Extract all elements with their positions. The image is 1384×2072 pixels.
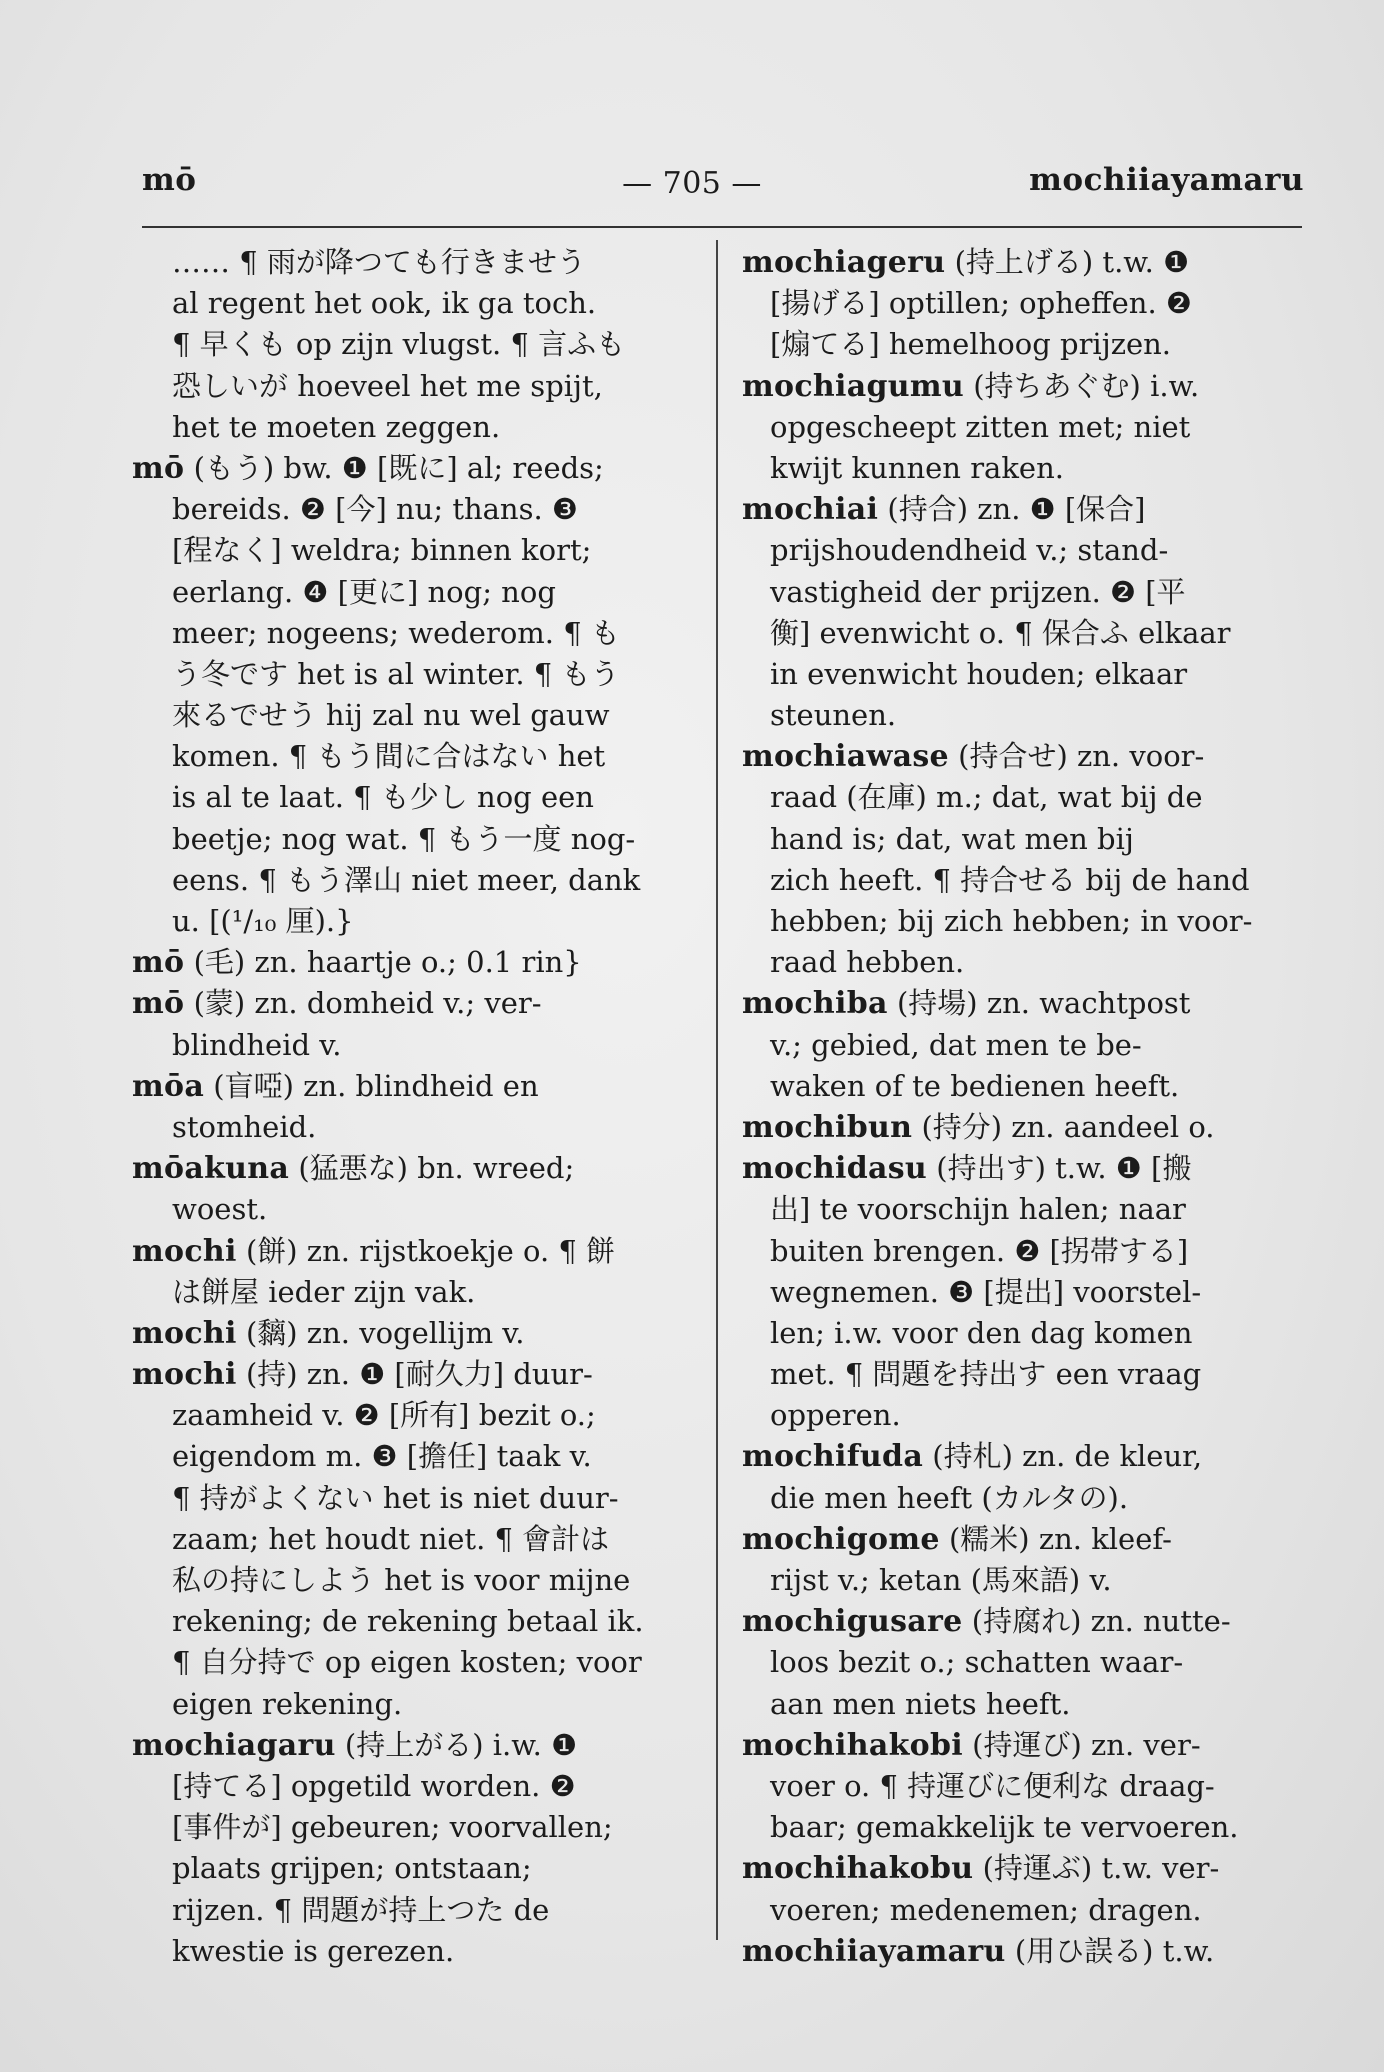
dictionary-line: mochiagumu (持ちあぐむ) i.w. xyxy=(742,368,1200,404)
dictionary-line: は餅屋 ieder zijn vak. xyxy=(172,1274,476,1309)
dictionary-line: opgescheept zitten met; niet xyxy=(770,409,1191,444)
dictionary-line: mochiawase (持合せ) zn. voor- xyxy=(742,739,1205,775)
dictionary-line: ¶ 自分持で op eigen kosten; voor xyxy=(172,1645,642,1680)
dictionary-line: die men heeft (カルタの). xyxy=(770,1480,1129,1515)
dictionary-line: mochidasu (持出す) t.w. ❶ [搬 xyxy=(742,1151,1192,1187)
dictionary-line: mochi (餅) zn. rijstkoekje o. ¶ 餅 xyxy=(132,1233,616,1269)
dictionary-line: kwijt kunnen raken. xyxy=(770,450,1064,485)
dictionary-line: [揚げる] optillen; opheffen. ❷ xyxy=(770,286,1192,321)
dictionary-line: ¶ 早くも op zijn vlugst. ¶ 言ふも xyxy=(172,327,626,362)
dictionary-line: mochigome (糯米) zn. kleef- xyxy=(742,1521,1172,1557)
dictionary-line: plaats grijpen; ontstaan; xyxy=(172,1851,532,1886)
dictionary-line: eerlang. ❹ [更に] nog; nog xyxy=(172,574,556,609)
dictionary-line: [程なく] weldra; binnen kort; xyxy=(172,533,592,568)
dictionary-line: stomheid. xyxy=(172,1109,317,1144)
dictionary-line: mochihakobu (持運ぶ) t.w. ver- xyxy=(742,1851,1220,1887)
dictionary-line: ¶ 持がよくない het is niet duur- xyxy=(172,1480,619,1515)
dictionary-line: 來るでせう hij zal nu wel gauw xyxy=(172,698,610,733)
dictionary-line: mochiba (持場) zn. wachtpost xyxy=(742,986,1191,1022)
dictionary-line: raad hebben. xyxy=(770,945,965,980)
dictionary-line: mochiiayamaru (用ひ誤る) t.w. xyxy=(742,1933,1215,1969)
dictionary-line: [持てる] opgetild worden. ❷ xyxy=(172,1768,576,1803)
dictionary-line: mōa (盲啞) zn. blindheid en xyxy=(132,1068,539,1104)
dictionary-line: mochibun (持分) zn. aandeel o. xyxy=(742,1109,1215,1145)
dictionary-line: eens. ¶ もう澤山 niet meer, dank xyxy=(172,862,641,897)
dictionary-line: 私の持にしよう het is voor mijne xyxy=(172,1563,631,1597)
dictionary-line: 衡] evenwicht o. ¶ 保合ふ elkaar xyxy=(770,615,1231,650)
dictionary-line: al regent het ook, ik ga toch. xyxy=(172,286,597,321)
dictionary-line: eigen rekening. xyxy=(172,1686,403,1721)
left-guide-word: mō xyxy=(142,162,197,198)
dictionary-line: steunen. xyxy=(770,698,897,733)
dictionary-line: meer; nogeens; wederom. ¶ も xyxy=(172,615,620,650)
dictionary-line: eigendom m. ❸ [擔任] taak v. xyxy=(172,1439,592,1474)
dictionary-line: mochiageru (持上げる) t.w. ❶ xyxy=(742,245,1190,280)
dictionary-line: buiten brengen. ❷ [拐帯する] xyxy=(770,1233,1189,1268)
dictionary-line: 出] te voorschijn halen; naar xyxy=(770,1192,1186,1227)
dictionary-line: aan men niets heeft. xyxy=(770,1686,1071,1721)
column-divider xyxy=(716,240,718,1940)
dictionary-line: rijst v.; ketan (馬來語) v. xyxy=(770,1563,1112,1597)
dictionary-line: mōakuna (猛悪な) bn. wreed; xyxy=(132,1151,575,1187)
dictionary-line: mochi (持) zn. ❶ [耐久力] duur- xyxy=(132,1357,593,1393)
dictionary-line: zich heeft. ¶ 持合せる bij de hand xyxy=(770,862,1250,897)
dictionary-line: rekening; de rekening betaal ik. xyxy=(172,1604,644,1639)
dictionary-line: mō (もう) bw. ❶ [既に] al; reeds; xyxy=(132,450,604,486)
dictionary-line: raad (在庫) m.; dat, wat bij de xyxy=(770,780,1203,815)
dictionary-line: blindheid v. xyxy=(172,1027,342,1062)
dictionary-line: mō (毛) zn. haartje o.; 0.1 rin} xyxy=(132,945,582,981)
dictionary-line: rijzen. ¶ 問題が持上つた de xyxy=(172,1892,550,1927)
dictionary-line: opperen. xyxy=(770,1398,901,1433)
dictionary-line: [煽てる] hemelhoog prijzen. xyxy=(770,327,1172,362)
dictionary-line: is al te laat. ¶ も少し nog een xyxy=(172,780,594,815)
dictionary-line: 恐しいが hoeveel het me spijt, xyxy=(172,368,603,403)
dictionary-line: hebben; bij zich hebben; in voor- xyxy=(770,904,1253,938)
dictionary-line: len; i.w. voor den dag komen xyxy=(770,1315,1193,1350)
dictionary-line: mō (蒙) zn. domheid v.; ver- xyxy=(132,986,542,1022)
dictionary-line: mochiai (持合) zn. ❶ [保合] xyxy=(742,492,1146,528)
dictionary-line: zaamheid v. ❷ [所有] bezit o.; xyxy=(172,1398,596,1433)
dictionary-line: beetje; nog wat. ¶ もう一度 nog- xyxy=(172,821,636,856)
right-guide-word: mochiiayamaru xyxy=(1029,162,1304,198)
dictionary-line: voer o. ¶ 持運びに便利な draag- xyxy=(770,1768,1215,1803)
dictionary-line: mochihakobi (持運び) zn. ver- xyxy=(742,1727,1201,1763)
dictionary-line: bereids. ❷ [今] nu; thans. ❸ xyxy=(172,492,578,527)
left-column xyxy=(132,242,697,1972)
dictionary-line: [事件が] gebeuren; voorvallen; xyxy=(172,1810,613,1845)
dictionary-line: …… ¶ 雨が降つても行きませう xyxy=(172,245,586,279)
dictionary-line: het te moeten zeggen. xyxy=(172,409,501,444)
dictionary-line: voeren; medenemen; dragen. xyxy=(770,1892,1202,1927)
dictionary-line: hand is; dat, wat men bij xyxy=(770,821,1134,856)
dictionary-line: mochi (黐) zn. vogellijm v. xyxy=(132,1315,525,1351)
dictionary-line: mochiagaru (持上がる) i.w. ❶ xyxy=(132,1727,578,1763)
dictionary-line: う冬です het is al winter. ¶ もう xyxy=(172,656,620,691)
dictionary-line: mochifuda (持札) zn. de kleur, xyxy=(742,1439,1203,1475)
header-rule xyxy=(142,226,1302,228)
page-number: — 705 — xyxy=(622,166,762,201)
dictionary-line: mochigusare (持腐れ) zn. nutte- xyxy=(742,1604,1231,1640)
dictionary-line: zaam; het houdt niet. ¶ 會計は xyxy=(172,1521,610,1556)
dictionary-line: met. ¶ 問題を持出す een vraag xyxy=(770,1357,1202,1392)
dictionary-line: komen. ¶ もう間に合はない het xyxy=(172,739,606,774)
dictionary-line: woest. xyxy=(172,1192,268,1227)
dictionary-line: prijshoudendheid v.; stand- xyxy=(770,533,1169,568)
dictionary-line: loos bezit o.; schatten waar- xyxy=(770,1645,1184,1680)
dictionary-line: wegnemen. ❸ [提出] voorstel- xyxy=(770,1274,1202,1309)
dictionary-line: in evenwicht houden; elkaar xyxy=(770,656,1188,691)
dictionary-line: baar; gemakkelijk te vervoeren. xyxy=(770,1810,1239,1845)
dictionary-line: kwestie is gerezen. xyxy=(172,1933,455,1968)
dictionary-line: vastigheid der prijzen. ❷ [平 xyxy=(770,574,1186,609)
right-column xyxy=(742,242,1310,1972)
dictionary-line: u. [(¹/₁₀ 厘).} xyxy=(172,904,354,938)
dictionary-line: v.; gebied, dat men te be- xyxy=(770,1027,1142,1062)
dictionary-line: waken of te bedienen heeft. xyxy=(770,1068,1180,1103)
